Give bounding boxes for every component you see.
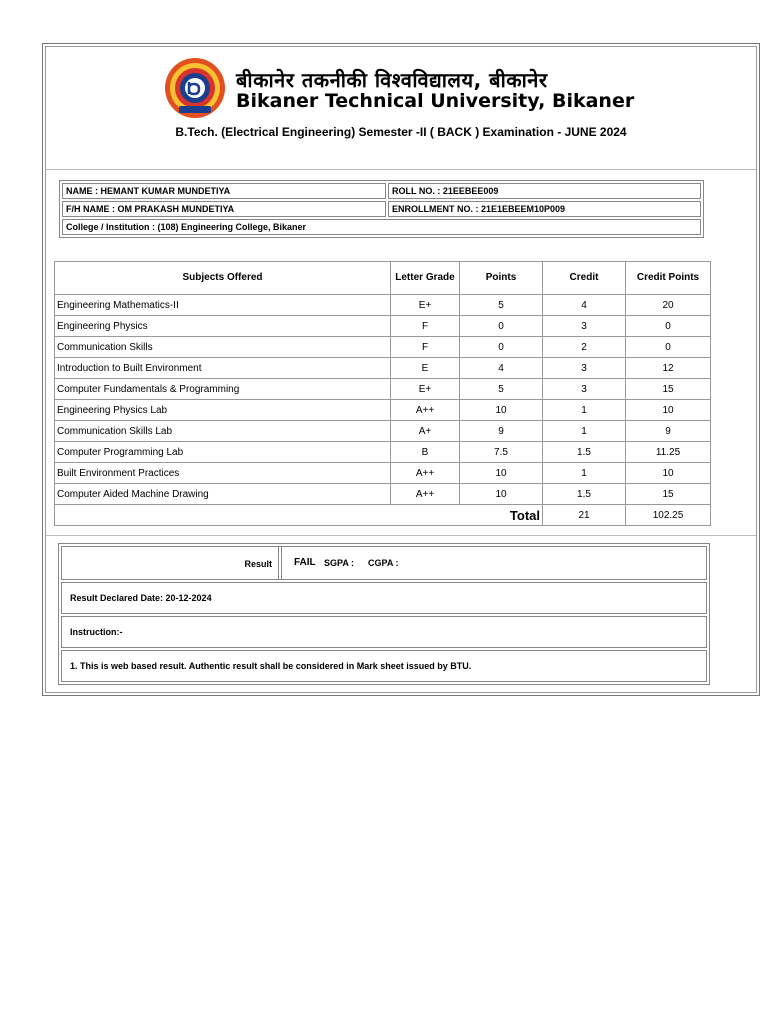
total-credit: 21 (543, 505, 626, 526)
subject-cell: Computer Programming Lab (55, 442, 391, 463)
table-row (55, 379, 711, 400)
credit-cell: 3 (543, 379, 626, 400)
total-credit-points: 102.25 (626, 505, 711, 526)
sgpa-label: SGPA : (324, 558, 355, 568)
subject-cell: Built Environment Practices (55, 463, 391, 484)
grade-cell: F (391, 316, 460, 337)
points-cell: 5 (460, 295, 543, 316)
instruction-label: Instruction:- (70, 627, 123, 637)
result-page-inner (45, 46, 757, 693)
credit-points-cell: 0 (626, 337, 711, 358)
father-name: F/H NAME : OM PRAKASH MUNDETIYA (62, 201, 386, 217)
student-info-table (59, 180, 704, 238)
credit-cell: 2 (543, 337, 626, 358)
result-status: FAIL (294, 557, 316, 568)
grade-cell: E (391, 358, 460, 379)
points-cell: 4 (460, 358, 543, 379)
college-name: College / Institution : (108) Engineering College, Bikaner (62, 219, 701, 235)
instruction-text: 1. This is web based result. Authentic result shall be considered in Mark sheet issued by BTU. (70, 661, 472, 671)
points-cell: 0 (460, 337, 543, 358)
table-row (55, 358, 711, 379)
points-cell: 10 (460, 463, 543, 484)
credit-points-cell: 9 (626, 421, 711, 442)
credit-points-cell: 10 (626, 400, 711, 421)
credit-points-cell: 12 (626, 358, 711, 379)
credit-points-cell: 15 (626, 379, 711, 400)
credit-cell: 1 (543, 463, 626, 484)
credit-points-cell: 0 (626, 316, 711, 337)
col-subjects: Subjects Offered (55, 262, 391, 295)
points-cell: 7.5 (460, 442, 543, 463)
table-row (55, 316, 711, 337)
result-row (61, 546, 707, 580)
table-row (55, 463, 711, 484)
points-cell: 9 (460, 421, 543, 442)
instruction-text-row (61, 650, 707, 682)
credit-cell: 1.5 (543, 484, 626, 505)
student-name: NAME : HEMANT KUMAR MUNDETIYA (62, 183, 386, 199)
result-value-cell (281, 547, 282, 579)
subject-cell: Computer Fundamentals & Programming (55, 379, 391, 400)
grade-cell: B (391, 442, 460, 463)
grade-cell: F (391, 337, 460, 358)
points-cell: 5 (460, 379, 543, 400)
credit-points-cell: 10 (626, 463, 711, 484)
subject-cell: Introduction to Built Environment (55, 358, 391, 379)
result-label: Result (244, 559, 272, 569)
divider (46, 169, 756, 170)
credit-cell: 1.5 (543, 442, 626, 463)
credit-points-cell: 11.25 (626, 442, 711, 463)
credit-points-cell: 20 (626, 295, 711, 316)
table-row (55, 337, 711, 358)
roll-number: ROLL NO. : 21EEBEE009 (388, 183, 701, 199)
marks-table (54, 261, 711, 526)
university-seal-icon (163, 56, 227, 120)
university-name-hindi: बीकानेर तकनीकी विश्वविद्यालय, बीकानेर (236, 68, 548, 92)
result-page-frame (42, 43, 760, 696)
declared-row (61, 582, 707, 614)
credit-cell: 3 (543, 358, 626, 379)
exam-title: B.Tech. (Electrical Engineering) Semester -II ( BACK ) Examination - JUNE 2024 (175, 125, 627, 139)
col-credit-points: Credit Points (626, 262, 711, 295)
credit-points-cell: 15 (626, 484, 711, 505)
result-section (58, 543, 710, 685)
col-letter-grade: Letter Grade (391, 262, 460, 295)
grade-cell: A++ (391, 463, 460, 484)
grade-cell: E+ (391, 379, 460, 400)
page-header (46, 47, 756, 157)
total-row (55, 505, 711, 526)
table-row (55, 484, 711, 505)
table-row (55, 400, 711, 421)
subject-cell: Engineering Physics (55, 316, 391, 337)
table-row (55, 295, 711, 316)
points-cell: 0 (460, 316, 543, 337)
points-cell: 10 (460, 400, 543, 421)
credit-cell: 1 (543, 400, 626, 421)
credit-cell: 1 (543, 421, 626, 442)
grade-cell: A++ (391, 400, 460, 421)
subject-cell: Engineering Physics Lab (55, 400, 391, 421)
enrollment-number: ENROLLMENT NO. : 21E1EBEEM10P009 (388, 201, 701, 217)
credit-cell: 3 (543, 316, 626, 337)
divider (46, 535, 756, 536)
credit-cell: 4 (543, 295, 626, 316)
table-row (55, 442, 711, 463)
table-row (55, 421, 711, 442)
col-points: Points (460, 262, 543, 295)
subject-cell: Computer Aided Machine Drawing (55, 484, 391, 505)
col-credit: Credit (543, 262, 626, 295)
subject-cell: Communication Skills (55, 337, 391, 358)
result-label-cell (62, 547, 279, 579)
points-cell: 10 (460, 484, 543, 505)
marks-header-row (55, 262, 711, 295)
grade-cell: E+ (391, 295, 460, 316)
subject-cell: Communication Skills Lab (55, 421, 391, 442)
university-name-english: Bikaner Technical University, Bikaner (236, 90, 635, 112)
cgpa-label: CGPA : (368, 558, 399, 568)
result-declared-date: Result Declared Date: 20-12-2024 (70, 593, 212, 603)
total-label: Total (55, 505, 543, 526)
instruction-label-row (61, 616, 707, 648)
grade-cell: A++ (391, 484, 460, 505)
grade-cell: A+ (391, 421, 460, 442)
subject-cell: Engineering Mathematics-II (55, 295, 391, 316)
